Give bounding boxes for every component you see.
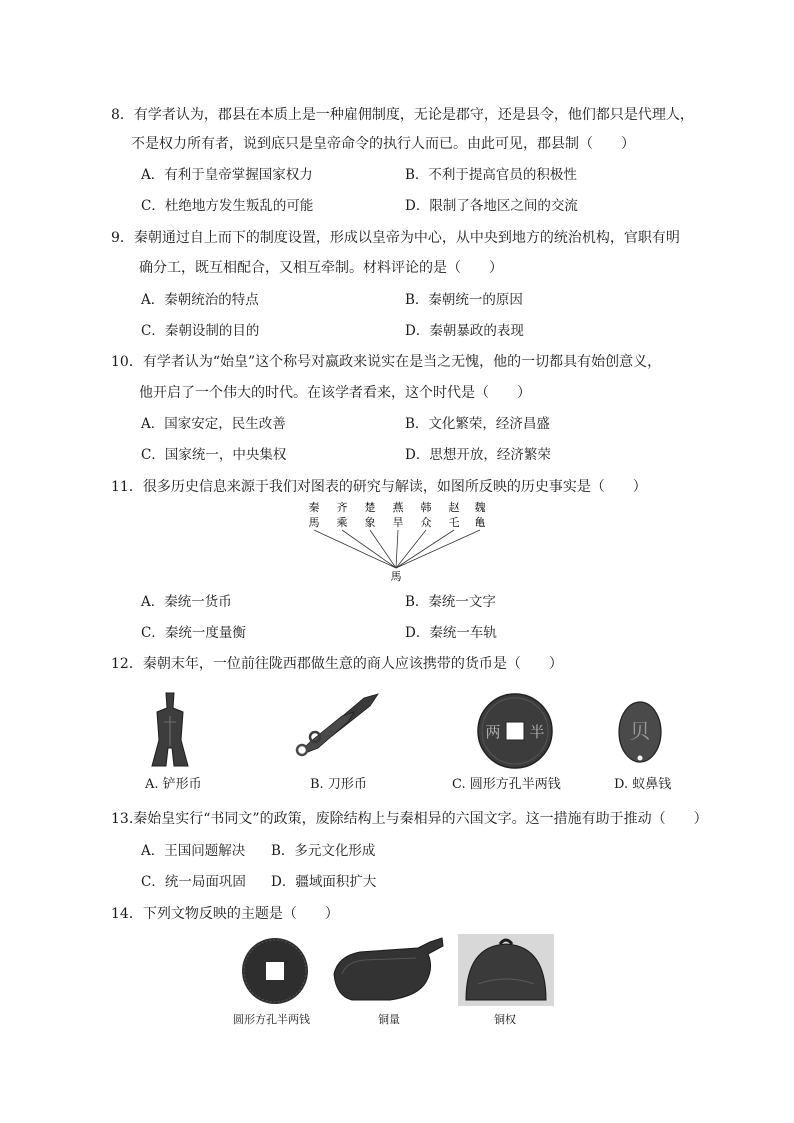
question-8-line-2: 不是权力所有者，说到底只是皇帝命令的执行人而已。由此可见，郡县制（ ） [131,136,635,152]
state-name-yan: 燕 [392,501,404,514]
q11-option-c[interactable]: C．秦统一度量衡 [141,625,246,641]
ancient-glyph-row [309,515,486,529]
question-9-line-2: 确分工，既互相配合，又相互牵制。材料评论的是（ ） [139,260,503,276]
state-name-chu: 楚 [364,501,376,514]
question-10-line-2: 他开启了一个伟大的时代。在该学者看来，这个时代是（ ） [139,385,531,401]
glyph-zhao: 乇 [448,516,460,529]
banliang-coin-icon[interactable] [476,692,554,770]
question-12-line-1: 12．秦朝末年，一位前往陇西郡做生意的商人应该携带的货币是（ ） [111,656,563,672]
bronze-measure-icon [330,934,446,1006]
question-9-line-1: 9．秦朝通过自上而下的制度设置，形成以皇帝为中心，从中央到地方的统治机构，官职有明 [111,230,680,246]
glyph-qi: 乘 [336,516,348,529]
artifact-label-measure: 铜量 [378,1013,400,1026]
q12-option-b[interactable]: B. 刀形币 [310,777,367,792]
coin-inscription-left: 两 [485,723,501,741]
spade-coin-icon[interactable] [140,690,200,770]
state-name-han: 韩 [420,501,432,514]
question-13-line-1: 13.秦始皇实行“书同文”的政策，废除结构上与秦相异的六国文字。这一措施有助于推动（ ） [111,811,708,827]
q13-option-b[interactable]: B．多元文化形成 [271,843,376,859]
q9-option-a[interactable]: A．秦朝统治的特点 [141,292,259,308]
q8-option-d[interactable]: D．限制了各地区之间的交流 [405,198,578,214]
q13-option-c[interactable]: C．统一局面巩固 [141,874,246,890]
round-coin-icon [240,936,310,1006]
question-8-line-1: 8．有学者认为，郡县在本质上是一种雇佣制度，无论是郡守，还是县令，他们都只是代理人， [111,107,694,123]
q12-option-d[interactable]: D. 蚁鼻钱 [614,777,672,792]
state-name-zhao: 赵 [448,501,460,514]
q8-option-c[interactable]: C．杜绝地方发生叛乱的可能 [141,198,314,214]
q9-option-b[interactable]: B．秦朝统一的原因 [405,292,523,308]
glyph-yan: 旱 [392,516,404,529]
artifact-label-coin: 圆形方孔半两钱 [233,1013,310,1026]
q11-option-d[interactable]: D．秦统一车轨 [405,625,497,641]
script-unification-figure [300,500,490,586]
q9-option-c[interactable]: C．秦朝设制的目的 [141,323,260,339]
unified-glyph: 馬 [390,570,402,583]
glyph-chu: 象 [364,516,376,529]
q12-option-a[interactable]: A. 铲形币 [145,777,202,792]
q10-option-c[interactable]: C．国家统一，中央集权 [141,447,287,463]
bronze-weight-icon [458,934,554,1006]
q8-option-b[interactable]: B．不利于提高官员的积极性 [405,167,577,183]
glyph-han: 众 [420,516,432,529]
q13-option-d[interactable]: D．疆域面积扩大 [271,874,377,890]
q13-option-a[interactable]: A．王国问题解决 [141,843,246,859]
state-name-row [309,500,486,514]
q9-option-d[interactable]: D．秦朝暴政的表现 [405,323,524,339]
glyph-wei: 亀 [474,516,486,529]
q10-option-a[interactable]: A．国家安定，民生改善 [141,416,286,432]
coin-inscription-right: 半 [529,723,545,741]
q10-option-d[interactable]: D．思想开放，经济繁荣 [405,447,551,463]
knife-coin-icon[interactable] [292,690,382,760]
coin-inscription: 贝 [630,719,650,743]
q11-option-b[interactable]: B．秦统一文字 [405,594,496,610]
glyph-qin: 馬 [308,516,320,529]
q11-option-a[interactable]: A．秦统一货币 [141,594,232,610]
question-11-line-1: 11．很多历史信息来源于我们对图表的研究与解读，如图所反映的历史事实是（ ） [111,479,647,495]
question-14-line-1: 14．下列文物反映的主题是（ ） [111,906,339,922]
ant-nose-coin-icon[interactable] [616,694,664,766]
state-name-qi: 齐 [336,501,348,514]
q12-option-c[interactable]: C. 圆形方孔半两钱 [452,777,561,792]
q10-option-b[interactable]: B．文化繁荣，经济昌盛 [405,416,550,432]
q8-option-a[interactable]: A．有利于皇帝掌握国家权力 [141,167,313,183]
artifact-label-weight: 铜权 [494,1013,516,1026]
connector-lines [314,530,480,568]
state-name-wei: 魏 [474,501,486,514]
state-name-qin: 秦 [308,501,320,514]
question-10-line-1: 10．有学者认为“始皇”这个称号对嬴政来说实在是当之无愧，他的一切都具有始创意义， [111,354,662,370]
